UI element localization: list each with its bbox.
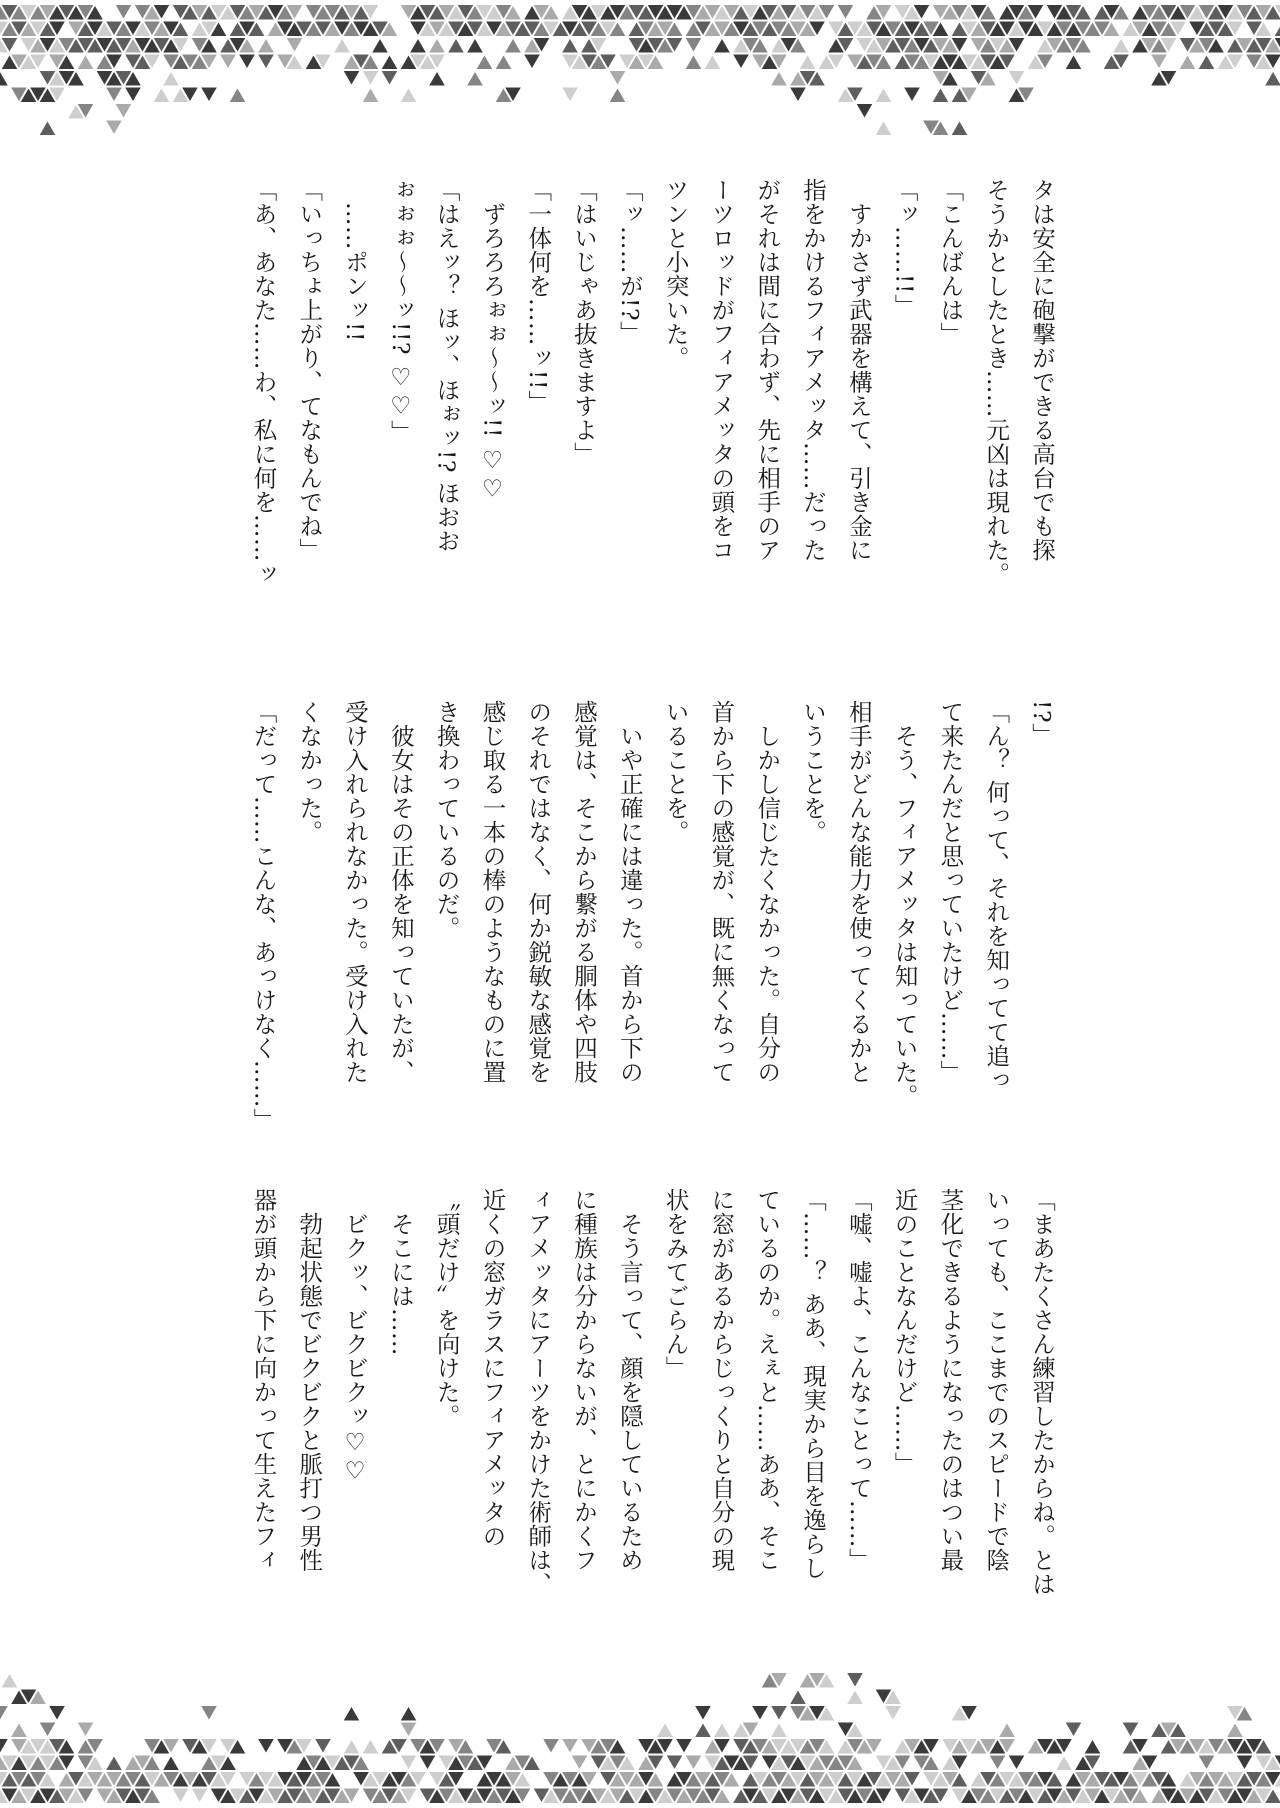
triangle-tile bbox=[154, 89, 170, 103]
text-line: に窓があるからじっくりと自分の現 bbox=[707, 1188, 736, 1572]
triangle-tile bbox=[220, 55, 236, 69]
triangle-tile bbox=[315, 1739, 331, 1753]
triangle-tile bbox=[771, 1706, 787, 1720]
text-line: ィアメッタにアーツをかけた術師は、 bbox=[524, 1188, 553, 1596]
triangle-tile bbox=[429, 72, 445, 86]
triangle-tile bbox=[344, 1707, 360, 1721]
triangle-tile bbox=[933, 89, 949, 103]
triangle-tile bbox=[201, 1706, 217, 1720]
triangle-tile bbox=[230, 89, 246, 103]
triangle-tile bbox=[771, 72, 787, 86]
triangle-tile bbox=[752, 1706, 768, 1720]
triangle-tile bbox=[40, 1723, 56, 1737]
text-line: 「……？ ああ、現実から目を逸らし bbox=[799, 1188, 828, 1580]
text-line: 「はいじゃあ抜きますよ」 bbox=[570, 178, 599, 466]
triangle-tile bbox=[163, 1757, 179, 1771]
text-line: 茎化できるようになったのはつい最 bbox=[936, 1188, 965, 1572]
triangle-tile bbox=[401, 89, 417, 103]
triangle-tile bbox=[201, 88, 217, 102]
text-line: タは安全に砲撃ができる高台でも探 bbox=[1028, 178, 1056, 562]
triangle-tile bbox=[1199, 56, 1215, 70]
bottom-triangle-border-icon bbox=[0, 1658, 1280, 1808]
triangle-tile bbox=[657, 1724, 673, 1738]
triangle-tile bbox=[1180, 56, 1196, 70]
text-block-middle bbox=[240, 700, 1064, 1170]
triangle-tile bbox=[676, 1739, 692, 1753]
triangle-tile bbox=[952, 122, 968, 136]
triangle-tile bbox=[686, 56, 702, 70]
triangle-tile bbox=[1113, 39, 1129, 53]
text-line: 〝頭だけ〟を向けた。 bbox=[432, 1188, 461, 1428]
triangle-tile bbox=[876, 89, 892, 103]
triangle-tile bbox=[401, 1707, 417, 1721]
text-line: に種族は分からないが、とにかくフ bbox=[570, 1188, 599, 1572]
triangle-tile bbox=[562, 1739, 578, 1753]
text-line: ビクッ、ビクビクッ♡♡ bbox=[341, 1188, 370, 1485]
triangle-tile bbox=[401, 1756, 417, 1770]
text-line: そこには…… bbox=[386, 1188, 415, 1356]
triangle-tile bbox=[173, 1789, 189, 1803]
triangle-tile bbox=[78, 56, 94, 70]
text-line: 「ッ……!!」 bbox=[890, 178, 919, 318]
triangle-tile bbox=[686, 1756, 702, 1770]
triangle-tile bbox=[714, 1724, 730, 1738]
text-line: 勃起状態でビクビクと脈打つ男性 bbox=[295, 1188, 324, 1572]
text-line: 「だって……こんな、あっけなく……」 bbox=[249, 700, 278, 1132]
triangle-tile bbox=[1227, 1724, 1243, 1738]
triangle-tile bbox=[11, 1724, 27, 1738]
triangle-tile bbox=[0, 72, 8, 86]
text-line: 状をみてごらん」 bbox=[661, 1188, 690, 1380]
triangle-tile bbox=[106, 88, 122, 102]
text-line: 「嘘、嘘よ、こんなことって……」 bbox=[844, 1188, 873, 1572]
triangle-tile bbox=[49, 1706, 65, 1720]
triangle-tile bbox=[695, 1724, 711, 1738]
text-line: 相手がどんな能力を使ってくるかと bbox=[844, 700, 873, 1084]
text-line: 感覚は、そこから繋がる胴体や四肢 bbox=[570, 700, 599, 1084]
text-line: 「はえッ？ ほッ、ほぉッ!? ほおお bbox=[432, 178, 461, 553]
text-line: 感じ取る一本の棒のようなものに置 bbox=[478, 700, 507, 1084]
triangle-tile bbox=[876, 122, 892, 136]
triangle-tile bbox=[467, 72, 483, 86]
triangle-tile bbox=[287, 38, 303, 52]
triangle-tile bbox=[344, 71, 360, 85]
triangle-tile bbox=[477, 56, 493, 70]
triangle-tile bbox=[800, 56, 816, 70]
text-line: しかし信じたくなかった。自分の bbox=[753, 700, 782, 1084]
triangle-tile bbox=[1056, 1757, 1072, 1771]
triangle-tile bbox=[847, 1673, 863, 1687]
triangle-tile bbox=[192, 1789, 208, 1803]
text-line: そう言って、顔を隠しているため bbox=[615, 1188, 644, 1572]
triangle-tile bbox=[106, 1757, 122, 1771]
text-line: 首から下の感覚が、既に無くなって bbox=[707, 700, 736, 1084]
text-line: すかさず武器を構えて、引き金に bbox=[844, 178, 873, 562]
triangle-tile bbox=[2, 1674, 18, 1688]
triangle-tile bbox=[885, 1706, 901, 1720]
triangle-tile bbox=[0, 1739, 8, 1753]
triangle-tile bbox=[790, 1691, 806, 1705]
text-line: いることを。 bbox=[661, 700, 690, 844]
triangle-tile bbox=[790, 88, 806, 102]
text-line: て来たんだと思っていたけど……」 bbox=[936, 700, 965, 1084]
text-line: 「まあたくさん練習したからね。とは bbox=[1028, 1188, 1056, 1596]
text-line: 近くの窓ガラスにフィアメッタの bbox=[478, 1188, 507, 1548]
triangle-tile bbox=[344, 1740, 360, 1754]
triangle-tile bbox=[847, 1691, 863, 1705]
triangle-tile bbox=[1123, 1723, 1139, 1737]
text-line: そう、フィアメッタは知っていた。 bbox=[890, 700, 919, 1108]
triangle-tile bbox=[562, 39, 578, 53]
triangle-tile bbox=[610, 89, 626, 103]
triangle-tile bbox=[1151, 55, 1167, 69]
text-line: !?」 bbox=[1028, 700, 1056, 748]
text-line: がそれは間に合わず、先に相手のア bbox=[753, 178, 782, 562]
text-line: 器が頭から下に向かって生えたフィ bbox=[249, 1188, 278, 1572]
triangle-tile bbox=[467, 39, 483, 53]
text-line: ……ポンッ!! bbox=[341, 178, 370, 342]
triangle-tile bbox=[543, 1739, 559, 1753]
triangle-tile bbox=[1275, 23, 1280, 37]
triangle-tile bbox=[363, 71, 379, 85]
triangle-tile bbox=[1009, 71, 1025, 85]
triangle-tile bbox=[420, 1756, 436, 1770]
triangle-tile bbox=[1265, 72, 1280, 86]
triangle-tile bbox=[562, 88, 578, 102]
triangle-tile bbox=[258, 55, 274, 69]
triangle-tile bbox=[857, 104, 873, 118]
triangle-tile bbox=[904, 88, 920, 102]
text-line: いや正確には違った。首から下の bbox=[615, 700, 644, 1084]
triangle-tile bbox=[1085, 1740, 1101, 1754]
top-triangle-border-icon bbox=[0, 0, 1280, 150]
triangle-tile bbox=[239, 55, 255, 69]
triangle-tile bbox=[524, 55, 540, 69]
text-line: 「一体何を……ッ!!」 bbox=[524, 178, 553, 414]
triangle-tile bbox=[771, 1724, 787, 1738]
text-line: 「いっちょ上がり、てなもんでね」 bbox=[295, 178, 324, 562]
triangle-tile bbox=[695, 1706, 711, 1720]
text-line: ているのか。えぇと……ああ、そこ bbox=[753, 1188, 782, 1572]
triangle-tile bbox=[999, 1724, 1015, 1738]
triangle-tile bbox=[667, 1756, 683, 1770]
triangle-tile bbox=[1066, 56, 1082, 70]
triangle-tile bbox=[990, 1756, 1006, 1770]
triangle-tile bbox=[116, 5, 132, 19]
triangle-tile bbox=[1066, 1723, 1082, 1737]
triangle-tile bbox=[401, 1723, 417, 1737]
triangle-tile bbox=[1237, 1756, 1253, 1770]
text-block-lower bbox=[240, 1188, 1064, 1608]
text-line: 指をかけるフィアメッタ……だった bbox=[799, 178, 828, 562]
text-line: 「ッ……が!?」 bbox=[615, 178, 644, 346]
triangle-tile bbox=[163, 72, 179, 86]
triangle-tile bbox=[505, 39, 521, 53]
triangle-tile bbox=[258, 39, 274, 53]
triangle-tile bbox=[1199, 1756, 1215, 1770]
triangle-tile bbox=[686, 38, 702, 52]
triangle-tile bbox=[572, 1756, 588, 1770]
text-line: ーツロッドがフィアメッタの頭をコ bbox=[707, 178, 736, 562]
triangle-tile bbox=[372, 39, 388, 53]
triangle-tile bbox=[116, 104, 132, 118]
text-line: いっても、ここまでのスピードで陰 bbox=[982, 1188, 1011, 1572]
triangle-tile bbox=[714, 39, 730, 53]
text-line: 近のことなんだけど……」 bbox=[890, 1188, 919, 1476]
text-line: 「ん？ 何って、それを知ってて追っ bbox=[982, 700, 1011, 1092]
text-line: 彼女はその正体を知っていたが、 bbox=[386, 700, 415, 1084]
triangle-tile bbox=[334, 39, 350, 53]
triangle-tile bbox=[382, 56, 398, 70]
triangle-tile bbox=[448, 39, 464, 53]
triangle-tile bbox=[106, 121, 122, 135]
triangle-tile bbox=[125, 88, 141, 102]
text-line: くなかった。 bbox=[295, 700, 324, 844]
text-line: き換わっているのだ。 bbox=[432, 700, 461, 940]
triangle-tile bbox=[733, 55, 749, 69]
text-block-upper bbox=[240, 178, 1064, 648]
text-line: のそれではなく、何か鋭敏な感覚を bbox=[524, 700, 553, 1084]
triangle-tile bbox=[496, 56, 512, 70]
triangle-tile bbox=[838, 5, 854, 19]
triangle-tile bbox=[610, 71, 626, 85]
text-line: ぉぉぉ〜〜ッ!!? ♡♡」 bbox=[386, 178, 415, 444]
text-line: いうことを。 bbox=[799, 700, 828, 844]
triangle-tile bbox=[410, 39, 426, 53]
triangle-tile bbox=[1009, 1756, 1025, 1770]
text-line: そうかとしたとき……元凶は現れた。 bbox=[982, 178, 1011, 586]
triangle-tile bbox=[258, 1739, 274, 1753]
text-line: 「こんばんは」 bbox=[936, 178, 965, 346]
text-line: ツンと小突いた。 bbox=[661, 178, 690, 370]
triangle-tile bbox=[363, 1740, 379, 1754]
triangle-tile bbox=[363, 89, 379, 103]
text-line: 受け入れられなかった。受け入れた bbox=[341, 700, 370, 1084]
text-line: ずろろろぉぉ〜〜ッ!! ♡♡ bbox=[478, 178, 507, 503]
triangle-tile bbox=[382, 71, 398, 85]
triangle-tile bbox=[429, 39, 445, 53]
text-line: 「あ、あなた……わ、私に何を……ッ bbox=[249, 178, 278, 586]
triangle-tile bbox=[40, 122, 56, 136]
triangle-tile bbox=[705, 56, 721, 70]
triangle-tile bbox=[78, 1723, 94, 1737]
triangle-tile bbox=[0, 1706, 8, 1720]
